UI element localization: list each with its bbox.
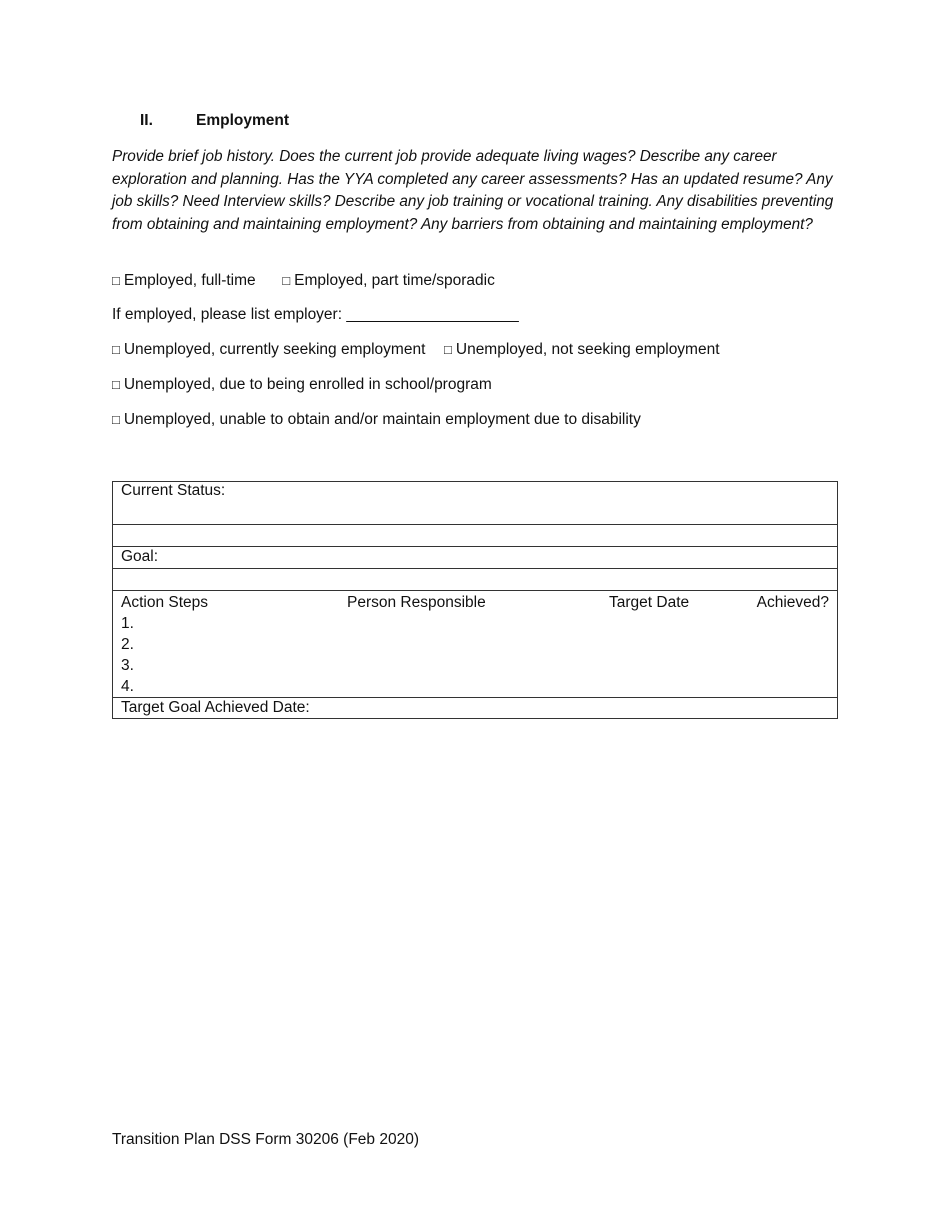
instructions-text: Provide brief job history. Does the current job provide adequate living wages? Describe any career exploration and planning. Has the YYA completed any career assessments? Has an updated resume? Any job skills? Need Interview skills? Describe any job training or vocational training. Any disabilities preventing from obtaining and maintaining employment? Any barriers from obtaining and maintaining employment?: [112, 148, 834, 233]
action-steps-header: [121, 591, 829, 613]
target-goal-row: [113, 698, 838, 719]
employer-field[interactable]: ____________________: [346, 306, 519, 323]
current-status-row: [113, 482, 838, 525]
blank-cell[interactable]: [113, 525, 838, 547]
goal-label: Goal:: [121, 548, 159, 565]
unemployed-disability-label: Unemployed, unable to obtain and/or maintain employment due to disability: [123, 411, 641, 428]
employed-full-time-option[interactable]: [112, 272, 260, 289]
blank-cell[interactable]: [113, 569, 838, 591]
col-person-responsible: Person Responsible: [347, 594, 486, 611]
blank-row: [113, 569, 838, 591]
step-item: 3.: [121, 657, 134, 674]
unemployed-disability-option[interactable]: [112, 411, 641, 429]
employed-part-time-label: Employed, part time/sporadic: [294, 272, 495, 289]
step-item: 1.: [121, 615, 134, 632]
checkbox-icon[interactable]: □: [112, 273, 120, 288]
target-goal-label: Target Goal Achieved Date:: [121, 699, 310, 716]
unemployed-not-seeking-option[interactable]: [444, 341, 720, 358]
blank-row: [113, 525, 838, 547]
section-heading: [140, 112, 289, 130]
unemployed-options-row: [112, 341, 720, 359]
form-footer: Transition Plan DSS Form 30206 (Feb 2020): [112, 1131, 419, 1148]
current-status-cell[interactable]: [113, 482, 838, 525]
section-number: II.: [140, 112, 153, 129]
unemployed-seeking-option[interactable]: [112, 341, 430, 358]
action-steps-cell[interactable]: [113, 591, 838, 698]
current-status-label: Current Status:: [121, 482, 226, 499]
checkbox-icon[interactable]: □: [112, 377, 120, 392]
col-target-date: Target Date: [609, 594, 690, 611]
checkbox-icon[interactable]: □: [112, 342, 120, 357]
unemployed-seeking-label: Unemployed, currently seeking employment: [123, 341, 426, 358]
employed-full-time-label: Employed, full-time: [123, 272, 256, 289]
checkbox-icon[interactable]: □: [444, 342, 452, 357]
unemployed-not-seeking-label: Unemployed, not seeking employment: [455, 341, 720, 358]
col-achieved: Achieved?: [756, 594, 829, 611]
target-goal-cell[interactable]: [113, 698, 838, 719]
goal-row: [113, 547, 838, 569]
employed-part-time-option[interactable]: [282, 272, 495, 289]
goal-cell[interactable]: [113, 547, 838, 569]
unemployed-school-label: Unemployed, due to being enrolled in school/program: [123, 376, 492, 393]
unemployed-school-option[interactable]: [112, 376, 492, 394]
checkbox-icon[interactable]: □: [112, 412, 120, 427]
employer-row: [112, 306, 519, 324]
action-steps-row: [113, 591, 838, 698]
plan-table: [112, 481, 838, 719]
step-item: 2.: [121, 636, 134, 653]
employer-prompt: If employed, please list employer:: [112, 306, 343, 323]
col-action-steps: Action Steps: [121, 594, 209, 611]
employed-options-row: [112, 272, 495, 290]
step-item: 4.: [121, 678, 134, 695]
checkbox-icon[interactable]: □: [282, 273, 291, 288]
section-title: Employment: [196, 112, 290, 129]
